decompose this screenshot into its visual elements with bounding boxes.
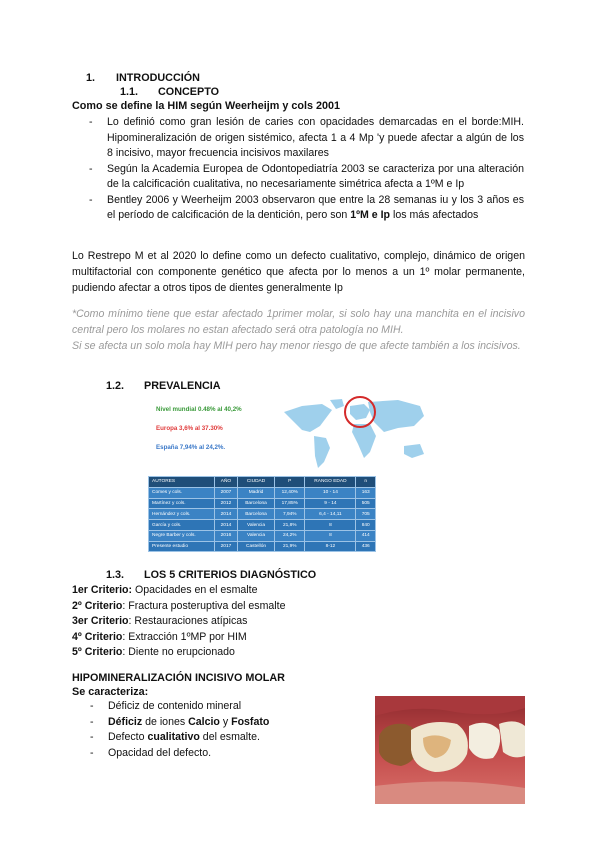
list-item: - Según la Academia Europea de Odontopediatría 2003 se caracteriza por una alteración de la calcificación cualitativa, no necesariamente simétrica afecta a 1ºM e Ip [76,162,524,193]
table-cell: 414 [356,530,376,541]
table-cell: 8 [305,530,356,541]
prevalence-table [148,476,376,552]
table-row [149,541,376,552]
criterion-label: 3er Criterio [72,615,129,627]
table-cell: Negre Barber y cols. [149,530,215,541]
list-item-bold: Déficiz [108,715,143,728]
column-header: CIUDAD [237,477,274,488]
prevalence-table-wrap [148,476,376,552]
section-title: INTRODUCCIÓN [116,72,200,84]
map-north-america [284,404,332,432]
definition-heading: Como se define la HIM según Weerheijm y cols 2001 [72,100,341,112]
table-cell: 10 - 14 [305,487,356,498]
note-block [72,306,525,354]
definition-bullets [76,115,524,224]
map-asia [368,400,424,432]
table-row [149,530,376,541]
table-cell: 7,94% [275,509,305,520]
list-item-bold: Fosfato [231,715,270,728]
table-cell: Barcelona [237,498,274,509]
section-number: 1.2. [106,380,125,392]
table-cell: 2012 [214,498,237,509]
list-item-text: del esmalte. [199,731,260,743]
note-line: Si se afecta un solo mola hay MIH pero hay menor riesgo de que afecte también a los incisivos. [72,340,521,352]
criteria-list [72,583,286,661]
table-cell: 2014 [214,509,237,520]
criterion-2 [72,599,286,615]
table-cell: Comes y cols. [149,487,215,498]
table-cell: 8-12 [305,541,356,552]
column-header: P [275,477,305,488]
criterion-label: 5º Criterio [72,646,123,658]
criterion-3 [72,614,286,630]
criterion-label: 4º Criterio [72,630,123,643]
section-number: 1.1. [120,86,139,98]
table-cell: Barcelona [237,509,274,520]
world-map [280,396,430,472]
list-item-bold: Calcio [188,715,220,728]
table-cell: 17,85% [275,498,305,509]
table-cell: Presente estudio [149,541,215,552]
him-list [77,699,367,761]
criterion-text: : Restauraciones atípicas [128,615,248,627]
table-row [149,520,376,531]
column-header: n [356,477,376,488]
him-subheading: Se caracteriza: [72,686,149,698]
table-cell: 6,4 - 14,11 [305,509,356,520]
table-cell: 163 [356,487,376,498]
prevalence-mundial: Nivel mundial 0.48% al 40,2% [156,406,242,413]
table-cell: 12,40% [275,487,305,498]
list-item-text: de iones [142,715,189,728]
column-header: RANGO EDAD [305,477,356,488]
section-1-1-heading [120,86,219,98]
criterion-label: 1er Criterio: [72,584,133,596]
table-cell: 840 [356,520,376,531]
criterion-text: : Extracción 1ºMP por HIM [122,630,247,643]
list-item-bold: cualitativo [147,731,200,743]
table-cell: 9 - 14 [305,498,356,509]
table-cell: Valencia [237,520,274,531]
table-cell: 2014 [214,520,237,531]
criterion-4 [72,630,286,646]
section-title: PREVALENCIA [144,380,221,392]
list-item: - Lo definió como gran lesión de caries con opacidades demarcadas en el borde:MIH. Hipomineralización de origen sistémico, afecta 1 a 4 Mp 'y puede afectar a algún de los 8 incisivo, mayor frecuencia incisivos maxilares [76,115,524,162]
table-cell: 21,8% [275,520,305,531]
table-cell: Madrid [237,487,274,498]
table-row [149,509,376,520]
prevalence-europa: Europa 3,6% al 37.30% [156,425,223,432]
list-item [77,730,367,746]
table-cell: Castellón [237,541,274,552]
table-cell: 705 [356,509,376,520]
criterion-label: 2º Criterio [72,599,123,612]
table-row [149,498,376,509]
list-item-text: y [219,715,232,728]
table-cell: Hernández y cols. [149,509,215,520]
column-header: AUTORES [149,477,215,488]
table-cell: 2007 [214,487,237,498]
table-cell: 2016 [214,530,237,541]
section-1-heading [86,72,200,84]
section-number: 1.3. [106,569,125,581]
list-item [77,715,367,731]
map-greenland [330,399,344,409]
map-south-america [314,436,330,468]
table-cell: Martínez y cols. [149,498,215,509]
premolar [469,723,500,759]
criterion-text: : Diente no erupcionado [122,646,235,658]
column-header: AÑO [214,477,237,488]
section-number: 1. [86,72,96,84]
prevalence-figure [148,396,430,564]
map-australia [404,444,424,458]
table-header-row [149,477,376,488]
prevalence-espana: España 7,94% al 24,2%. [156,444,226,451]
him-heading: HIPOMINERALIZACIÓN INCISIVO MOLAR [72,672,285,684]
list-item [76,193,524,224]
section-1-3-heading [106,569,316,581]
criterion-text: Opacidades en el esmalte [132,584,258,596]
map-africa [352,424,376,458]
list-item-tail: los más afectados [390,209,479,221]
criterion-text: : Fractura posteruptiva del esmalte [122,599,286,612]
list-item-text: Bentley 2006 y Weerheijm 2003 observaron que entre la 28 semanas iu y los 3 años es el período de calcificación de la dentición, pero son [107,193,524,221]
note-line: *Como mínimo tiene que estar afectado 1primer molar, si solo hay una manchita en el incisivo central pero los molares no estan afectado será otra patología no MIH. [72,308,525,336]
list-item-bold: 1ºM e Ip [350,209,391,221]
restrepo-paragraph: Lo Restrepo M et al 2020 lo define como un defecto cualitativo, complejo, dinámico de origen multifactorial con componente genético que afecta por lo menos a un 1º molar permanente, pudiendo afectar a otros tipos de dientes generalmente Ip [72,250,525,294]
teeth-photo [375,696,525,804]
section-1-2-heading [106,380,221,392]
table-cell: 21,9% [275,541,305,552]
map-europe [350,404,370,420]
table-cell: 8 [305,520,356,531]
section-title: LOS 5 CRITERIOS DIAGNÓSTICO [144,569,317,581]
section-title: CONCEPTO [158,86,219,98]
list-item: - Opacidad del defecto. [77,746,367,762]
table-cell: Valencia [237,530,274,541]
criterion-5 [72,645,286,661]
table-cell: 24,2% [275,530,305,541]
table-cell: 2017 [214,541,237,552]
table-cell: García y cols. [149,520,215,531]
table-cell: 436 [356,541,376,552]
table-cell: 505 [356,498,376,509]
criterion-1 [72,583,286,599]
list-item-text: Defecto [108,731,148,743]
table-row [149,487,376,498]
list-item: - Déficiz de contenido mineral [77,699,367,715]
